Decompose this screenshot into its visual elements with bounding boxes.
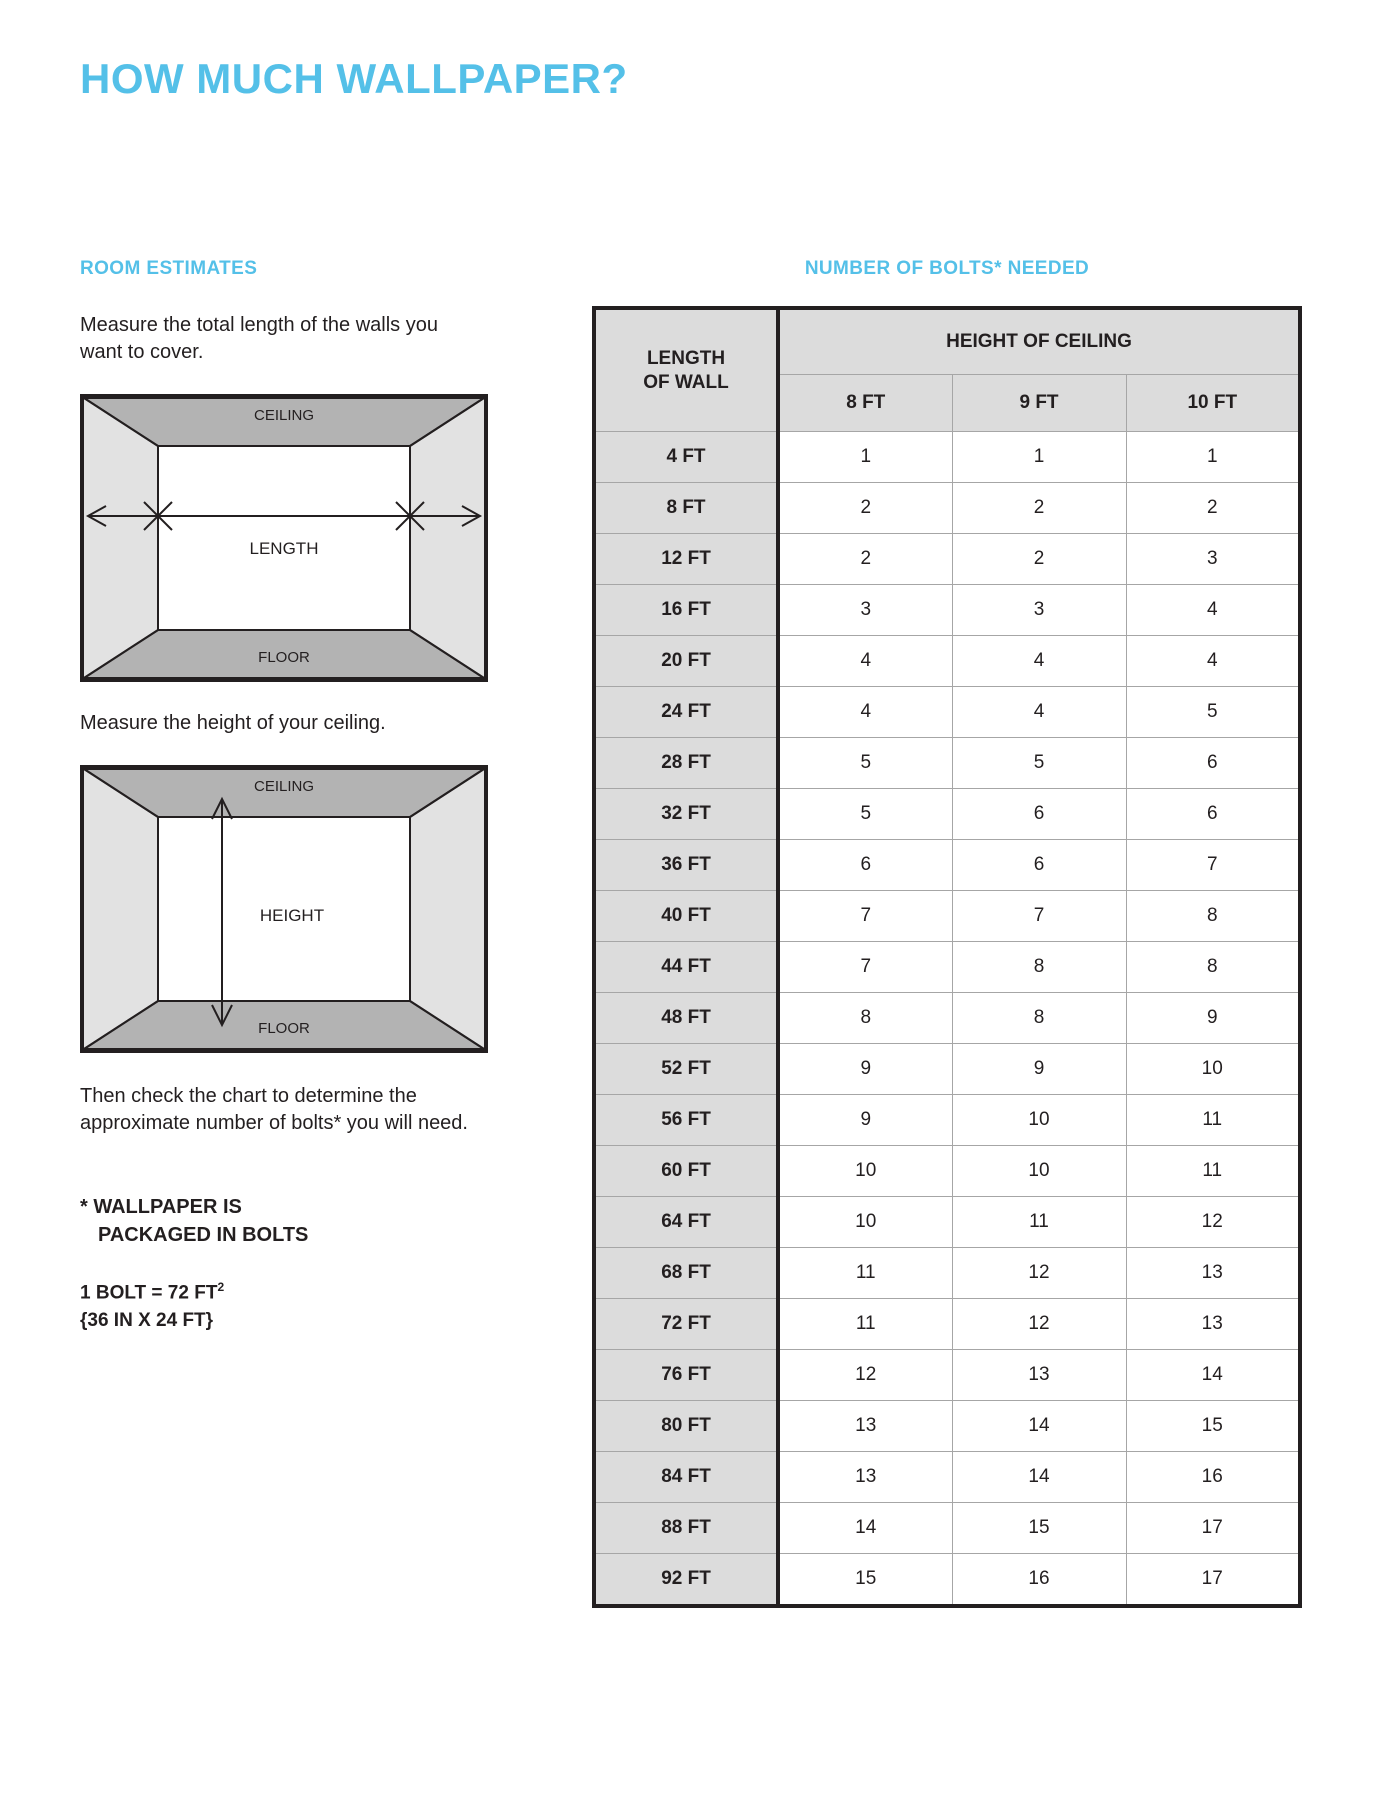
row-length: 56 FT <box>594 1095 778 1146</box>
cell-10ft: 16 <box>1126 1452 1300 1503</box>
cell-9ft: 7 <box>952 891 1126 942</box>
column-header-9ft: 9 FT <box>952 375 1126 432</box>
cell-9ft: 4 <box>952 687 1126 738</box>
cell-10ft: 12 <box>1126 1197 1300 1248</box>
cell-10ft: 1 <box>1126 432 1300 483</box>
table-row <box>594 1503 1300 1554</box>
room-diagram-length-svg <box>80 394 488 682</box>
cell-9ft: 10 <box>952 1146 1126 1197</box>
floor-label-2: FLOOR <box>258 1020 310 1037</box>
cell-8ft: 8 <box>778 993 952 1044</box>
length-header-line-2: OF WALL <box>643 371 729 393</box>
bolt-definition-block <box>80 1279 480 1334</box>
row-length: 88 FT <box>594 1503 778 1554</box>
cell-9ft: 13 <box>952 1350 1126 1401</box>
ceiling-label-1: CEILING <box>253 407 315 424</box>
cell-8ft: 1 <box>778 432 952 483</box>
cell-8ft: 11 <box>778 1299 952 1350</box>
bolts-table <box>592 306 1302 1608</box>
cell-8ft: 7 <box>778 891 952 942</box>
row-length: 48 FT <box>594 993 778 1044</box>
cell-9ft: 2 <box>952 483 1126 534</box>
cell-10ft: 17 <box>1126 1554 1300 1607</box>
cell-8ft: 5 <box>778 789 952 840</box>
length-of-wall-header <box>594 308 778 432</box>
cell-9ft: 14 <box>952 1401 1126 1452</box>
row-length: 60 FT <box>594 1146 778 1197</box>
cell-9ft: 6 <box>952 789 1126 840</box>
cell-9ft: 4 <box>952 636 1126 687</box>
cell-10ft: 5 <box>1126 687 1300 738</box>
bolt-area-exponent: 2 <box>217 1280 225 1294</box>
table-row <box>594 1095 1300 1146</box>
ceiling-label-2: CEILING <box>253 778 315 795</box>
cell-9ft: 10 <box>952 1095 1126 1146</box>
cell-10ft: 17 <box>1126 1503 1300 1554</box>
instruction-paragraph-3: Then check the chart to determine the approximate number of bolts* you will need. <box>80 1085 468 1134</box>
cell-10ft: 6 <box>1126 789 1300 840</box>
table-row <box>594 1299 1300 1350</box>
cell-10ft: 13 <box>1126 1299 1300 1350</box>
row-length: 36 FT <box>594 840 778 891</box>
room-diagram-length <box>80 394 488 682</box>
length-header-line-1: LENGTH <box>646 347 726 369</box>
cell-10ft: 13 <box>1126 1248 1300 1299</box>
table-row <box>594 891 1300 942</box>
footnote-line-2: PACKAGED IN BOLTS <box>98 1224 309 1246</box>
instruction-paragraph-2: Measure the height of your ceiling. <box>80 712 386 734</box>
cell-8ft: 2 <box>778 534 952 585</box>
cell-8ft: 13 <box>778 1452 952 1503</box>
room-diagram-height <box>80 765 488 1053</box>
row-length: 44 FT <box>594 942 778 993</box>
cell-10ft: 11 <box>1126 1146 1300 1197</box>
table-body <box>594 432 1300 1607</box>
table-row <box>594 534 1300 585</box>
page-title: HOW MUCH WALLPAPER? <box>80 55 628 102</box>
row-length: 16 FT <box>594 585 778 636</box>
cell-8ft: 14 <box>778 1503 952 1554</box>
cell-10ft: 4 <box>1126 636 1300 687</box>
row-length: 20 FT <box>594 636 778 687</box>
floor-label-1: FLOOR <box>258 649 310 666</box>
table-row <box>594 1248 1300 1299</box>
cell-9ft: 5 <box>952 738 1126 789</box>
cell-10ft: 15 <box>1126 1401 1300 1452</box>
cell-10ft: 2 <box>1126 483 1300 534</box>
row-length: 52 FT <box>594 1044 778 1095</box>
cell-9ft: 3 <box>952 585 1126 636</box>
cell-10ft: 14 <box>1126 1350 1300 1401</box>
table-header-row-group <box>594 308 1300 375</box>
cell-9ft: 12 <box>952 1299 1126 1350</box>
table-row <box>594 942 1300 993</box>
cell-10ft: 3 <box>1126 534 1300 585</box>
cell-9ft: 6 <box>952 840 1126 891</box>
cell-8ft: 5 <box>778 738 952 789</box>
row-length: 28 FT <box>594 738 778 789</box>
row-length: 80 FT <box>594 1401 778 1452</box>
table-row <box>594 1350 1300 1401</box>
cell-8ft: 7 <box>778 942 952 993</box>
row-length: 4 FT <box>594 432 778 483</box>
cell-8ft: 9 <box>778 1095 952 1146</box>
table-row <box>594 993 1300 1044</box>
cell-9ft: 1 <box>952 432 1126 483</box>
cell-8ft: 2 <box>778 483 952 534</box>
cell-8ft: 4 <box>778 687 952 738</box>
bolt-area-line <box>80 1279 480 1307</box>
table-head <box>594 308 1300 432</box>
row-length: 24 FT <box>594 687 778 738</box>
column-header-8ft: 8 FT <box>778 375 952 432</box>
row-length: 84 FT <box>594 1452 778 1503</box>
cell-8ft: 13 <box>778 1401 952 1452</box>
cell-8ft: 12 <box>778 1350 952 1401</box>
cell-10ft: 8 <box>1126 942 1300 993</box>
cell-9ft: 15 <box>952 1503 1126 1554</box>
cell-9ft: 11 <box>952 1197 1126 1248</box>
cell-9ft: 8 <box>952 993 1126 1044</box>
table-row <box>594 687 1300 738</box>
cell-10ft: 4 <box>1126 585 1300 636</box>
cell-10ft: 7 <box>1126 840 1300 891</box>
room-diagram-height-svg <box>80 765 488 1053</box>
cell-10ft: 8 <box>1126 891 1300 942</box>
row-length: 40 FT <box>594 891 778 942</box>
cell-8ft: 11 <box>778 1248 952 1299</box>
length-label: LENGTH <box>249 539 319 558</box>
cell-9ft: 16 <box>952 1554 1126 1607</box>
cell-8ft: 9 <box>778 1044 952 1095</box>
section-heading-room-estimates: ROOM ESTIMATES <box>80 258 258 279</box>
instruction-paragraph-1: Measure the total length of the walls you want to cover. <box>80 314 438 363</box>
row-length: 32 FT <box>594 789 778 840</box>
cell-9ft: 8 <box>952 942 1126 993</box>
table-row <box>594 585 1300 636</box>
room-estimates-section <box>80 258 480 1334</box>
footnote-block <box>80 1193 480 1249</box>
cell-9ft: 14 <box>952 1452 1126 1503</box>
table-row <box>594 738 1300 789</box>
cell-9ft: 12 <box>952 1248 1126 1299</box>
cell-9ft: 2 <box>952 534 1126 585</box>
table-row <box>594 1452 1300 1503</box>
table-row <box>594 1197 1300 1248</box>
cell-8ft: 3 <box>778 585 952 636</box>
table-title: NUMBER OF BOLTS* NEEDED <box>804 258 1090 279</box>
table-row <box>594 840 1300 891</box>
cell-10ft: 10 <box>1126 1044 1300 1095</box>
height-of-ceiling-header: HEIGHT OF CEILING <box>778 308 1300 375</box>
cell-8ft: 10 <box>778 1197 952 1248</box>
table-row <box>594 1044 1300 1095</box>
table-row <box>594 1554 1300 1607</box>
row-length: 76 FT <box>594 1350 778 1401</box>
column-header-10ft: 10 FT <box>1126 375 1300 432</box>
table-row <box>594 636 1300 687</box>
table-row <box>594 432 1300 483</box>
cell-10ft: 11 <box>1126 1095 1300 1146</box>
row-length: 72 FT <box>594 1299 778 1350</box>
table-row <box>594 789 1300 840</box>
bolt-area-text: 1 BOLT = 72 FT <box>80 1282 218 1304</box>
cell-9ft: 9 <box>952 1044 1126 1095</box>
table-row <box>594 1146 1300 1197</box>
row-length: 8 FT <box>594 483 778 534</box>
bolt-dimensions-line: {36 IN X 24 FT} <box>80 1309 214 1331</box>
row-length: 68 FT <box>594 1248 778 1299</box>
table-row <box>594 1401 1300 1452</box>
row-length: 12 FT <box>594 534 778 585</box>
row-length: 64 FT <box>594 1197 778 1248</box>
cell-10ft: 6 <box>1126 738 1300 789</box>
table-row <box>594 483 1300 534</box>
bolts-table-section <box>592 258 1302 1608</box>
cell-8ft: 15 <box>778 1554 952 1607</box>
footnote-line-1: * WALLPAPER IS <box>80 1196 242 1218</box>
cell-10ft: 9 <box>1126 993 1300 1044</box>
cell-8ft: 4 <box>778 636 952 687</box>
height-label: HEIGHT <box>259 906 325 925</box>
cell-8ft: 10 <box>778 1146 952 1197</box>
row-length: 92 FT <box>594 1554 778 1607</box>
cell-8ft: 6 <box>778 840 952 891</box>
